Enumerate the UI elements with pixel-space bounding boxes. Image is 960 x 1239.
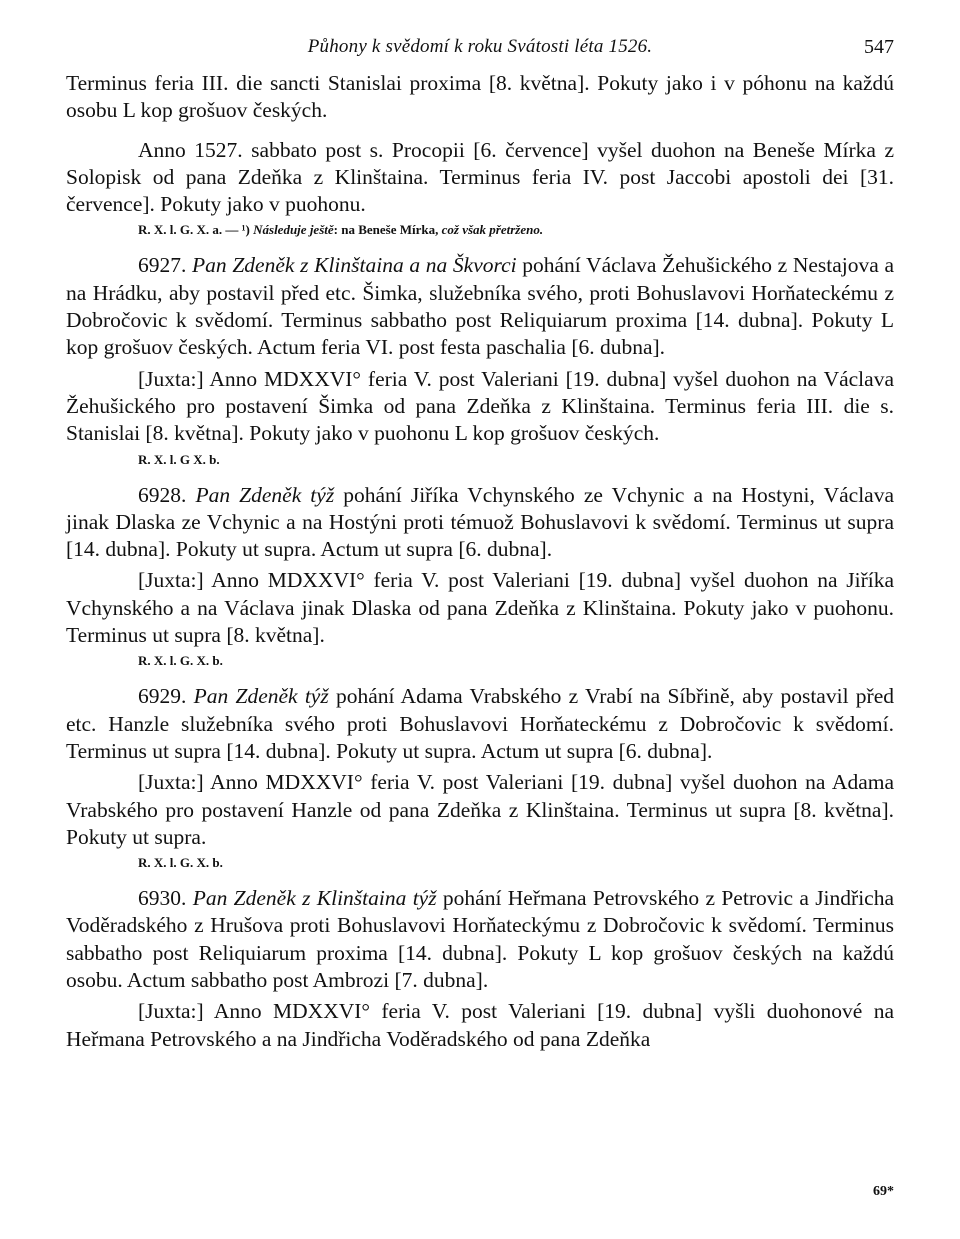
page-number: 547 bbox=[864, 36, 894, 58]
document-page bbox=[66, 36, 895, 1199]
case-plaintiff: Pan Zdeněk týž bbox=[193, 684, 329, 709]
archival-signature: R. X. l. G X. b. bbox=[138, 451, 220, 467]
running-title: Půhony k svědomí k roku Svátosti léta 1526. bbox=[307, 36, 653, 57]
archival-signature: R. X. l. G. X. b. bbox=[138, 653, 223, 669]
footnote-tail: : na Beneše Mírka, bbox=[333, 222, 442, 238]
case-entry bbox=[66, 683, 894, 765]
paragraph: [Juxta:] Anno MDXXVI° feria V. post Valeriani [19. dubna] vyšel duohon na Adama Vrabského pro postavení Hanzle od pana Zdeňka z Klinštaina. Terminus ut supra [8. května]. Pokuty ut supra. bbox=[66, 770, 894, 849]
case-entry bbox=[66, 885, 894, 994]
paragraph: Anno 1527. sabbato post s. Procopii [6. července] vyšel duohon na Beneše Mírka z Solopisk od pana Zdeňka z Klinštaina. Terminus feria IV. post Jaccobi apostoli dei [31. července]. Pokuty jako v puohonu. bbox=[66, 137, 894, 217]
signature-text: R. X. l. G. X. a. — ¹) bbox=[138, 222, 254, 238]
paragraph: [Juxta:] Anno MDXXVI° feria V. post Valeriani [19. dubna] vyšel duohon na Jiříka Vchynského a na Václava jinak Dlaska od pana Zdeňka z Klinštaina. Pokuty jako v puohonu. Terminus ut supra [8. května]. bbox=[66, 568, 894, 648]
signature-mark: 69* bbox=[873, 1184, 894, 1199]
archival-signature bbox=[138, 220, 894, 240]
case-text: pohání Jiříka Vchynského ze Vchynic a na Hostyni, Václava jinak Dlaska ze Vchynic a na Hostýni proti témuož Bohuslavovi k svědomí. Terminus ut supra [14. dubna]. Pokuty ut supra. Actum ut supra [6. dubna]. bbox=[66, 482, 895, 562]
footnote-lead: Následuje ještě bbox=[253, 222, 334, 238]
case-text: pohání Adama Vrabského z Vrabí na Síbřině, aby postavil před etc. Hanzle služebníka svého proti Bohuslavovi Horňateckému z Dobročovic k svědomí. Terminus ut supra [14. dubna]. Pokuty ut supra. Actum ut supra [6. dubna]. bbox=[66, 684, 894, 763]
case-plaintiff: Pan Zdeněk z Klinštaina týž bbox=[192, 886, 437, 911]
case-text: pohání Václava Žehušického z Nestajova a na Hrádku, aby postavil před etc. Šimka, služebníka svého, proti Bohuslavovi Horňateckému z Dobročovic k svědomí. Terminus sabbatho post Reliquiarum proxima [14. dubna]. Pokuty L kop grošuov českých. Actum feria VI. post festa paschalia [6. dubna]. bbox=[66, 253, 895, 360]
paragraph: [Juxta:] Anno MDXXVI° feria V. post Valeriani [19. dubna] vyšli duohonové na Heřmana Petrovského a na Jindřicha Voděradského od pana Zdeňka bbox=[66, 999, 894, 1051]
paragraph: [Juxta:] Anno MDXXVI° feria V. post Valeriani [19. dubna] vyšel duohon na Václava Žehušického pro postavení Šimka od pana Zdeňka z Klinštaina. Terminus feria III. die s. Stanislai [8. května]. Pokuty jako v puohonu L kop grošuov českých. bbox=[66, 366, 894, 446]
case-plaintiff: Pan Zdeněk týž bbox=[195, 482, 335, 507]
case-number: 6930. bbox=[138, 886, 187, 911]
footnote-end: což však přetrženo. bbox=[441, 222, 544, 238]
case-number: 6929. bbox=[138, 684, 187, 709]
archival-signature: R. X. l. G. X. b. bbox=[138, 855, 223, 871]
case-entry bbox=[66, 252, 894, 361]
paragraph: Terminus feria III. die sancti Stanislai proxima [8. května]. Pokuty jako i v póhonu na každú osobu L kop grošuov českých. bbox=[66, 71, 894, 123]
case-entry bbox=[66, 482, 894, 564]
page-header bbox=[66, 36, 894, 70]
case-number: 6927. bbox=[138, 253, 187, 278]
case-number: 6928. bbox=[138, 482, 187, 507]
case-plaintiff: Pan Zdeněk z Klinštaina a na Škvorci bbox=[192, 253, 517, 278]
case-text: pohání Heřmana Petrovského z Petrovic a Jindřicha Voděradského z Hrušova proti Bohuslavovi Horňateckýmu z Dobročovic k svědomí. Terminus sabbatho post Reliquiarum proxima [14. dubna]. Pokuty L kop grošuov českých na každú osobu. Actum sabbatho post Ambrozi [7. dubna]. bbox=[66, 886, 894, 993]
